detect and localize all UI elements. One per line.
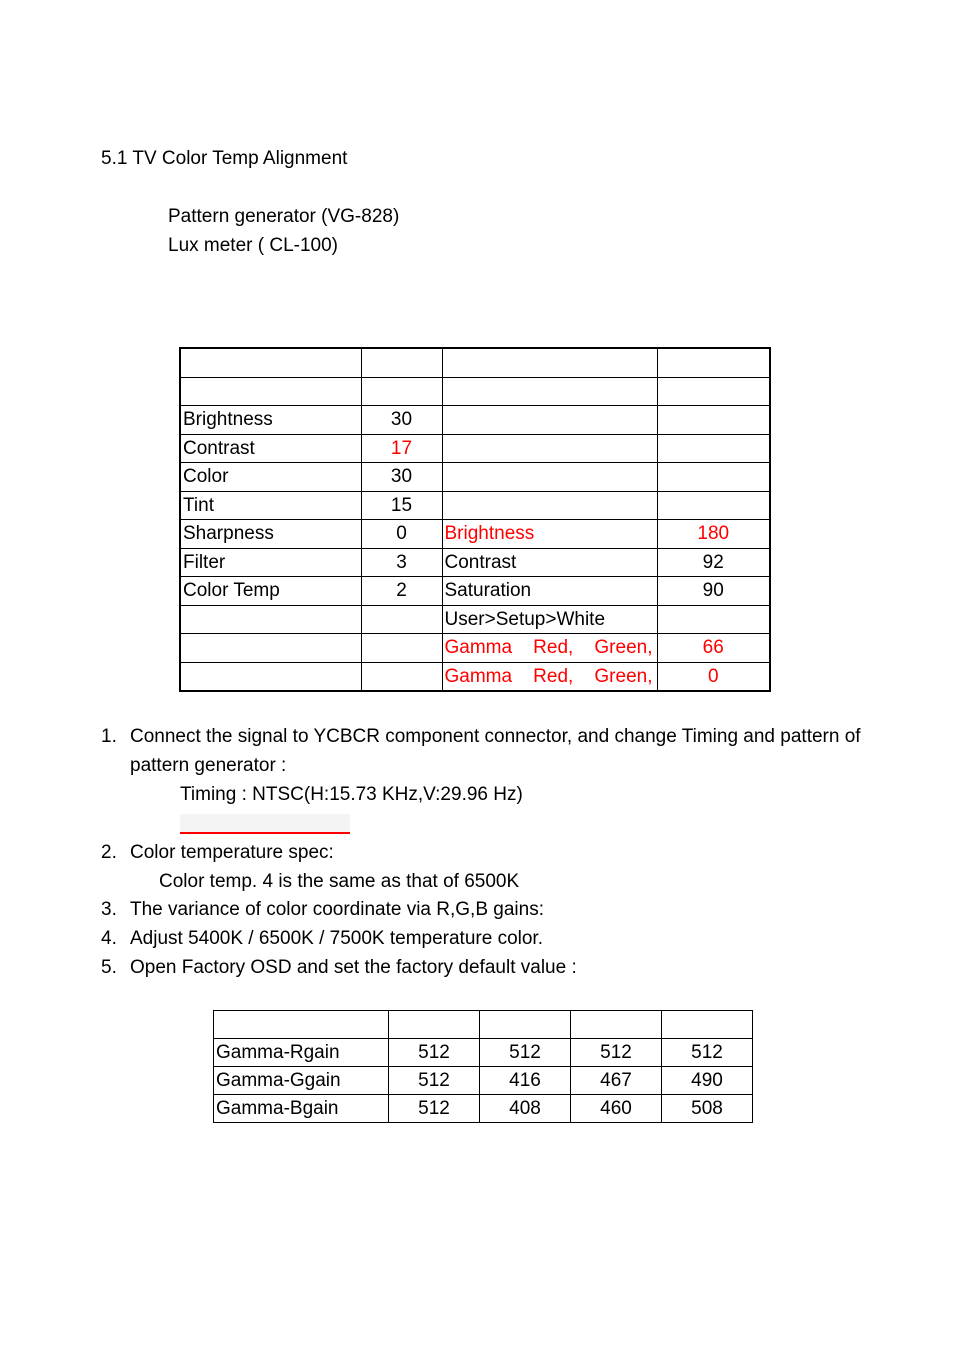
setting-name-2: [442, 348, 657, 377]
table-row: [180, 634, 770, 663]
setting-value-2: [657, 605, 770, 634]
setting-value: [361, 377, 442, 406]
setting-value: [361, 634, 442, 663]
gain-value: 512: [389, 1039, 480, 1067]
header-cell: [389, 1011, 480, 1039]
setting-value: 0: [361, 520, 442, 549]
table-row: [214, 1067, 753, 1095]
red-underline-placeholder: [180, 814, 350, 834]
gain-value: 512: [571, 1039, 662, 1067]
table-row: [180, 377, 770, 406]
table-row: [180, 662, 770, 691]
table-row: [180, 406, 770, 435]
setting-name: Filter: [180, 548, 361, 577]
setting-value: 3: [361, 548, 442, 577]
gamma-word: Red,: [533, 637, 574, 658]
header-cell: [662, 1011, 753, 1039]
setting-name-2: [442, 434, 657, 463]
gamma-word: Gamma: [444, 665, 513, 687]
gamma-word: Gamma: [444, 637, 513, 658]
table-row: [180, 434, 770, 463]
setting-name: Sharpness: [180, 520, 361, 549]
setting-value-2: [657, 406, 770, 435]
gain-value: 512: [662, 1039, 753, 1067]
setting-value-2: 90: [657, 577, 770, 606]
table-row: [214, 1039, 753, 1067]
setting-name-2: [442, 406, 657, 435]
gain-label: Gamma-Rgain: [214, 1039, 389, 1067]
step-text: The variance of color coordinate via R,G,B gains:: [130, 899, 544, 920]
step-number: 2.: [101, 842, 117, 863]
setting-value-2: 66: [657, 634, 770, 663]
gain-value: 408: [480, 1095, 571, 1123]
setting-value-2: [657, 491, 770, 520]
gain-label: Gamma-Ggain: [214, 1067, 389, 1095]
gain-label: Gamma-Bgain: [214, 1095, 389, 1123]
table-row: [180, 348, 770, 377]
setting-name-2: Brightness: [442, 520, 657, 549]
gamma-label: [445, 663, 655, 691]
setting-value-2: [657, 434, 770, 463]
setting-name: Color: [180, 463, 361, 492]
setting-value: 30: [361, 406, 442, 435]
header-cell: [214, 1011, 389, 1039]
settings-table: [179, 347, 771, 692]
gain-value: 416: [480, 1067, 571, 1095]
equipment-item: Pattern generator (VG-828): [168, 206, 400, 227]
setting-name: Contrast: [180, 434, 361, 463]
step-text-continued: pattern generator :: [130, 755, 287, 776]
setting-value-2: 0: [657, 662, 770, 691]
table-row: [180, 520, 770, 549]
step-number: 1.: [101, 726, 117, 747]
setting-value-2: [657, 377, 770, 406]
setting-value-2: 92: [657, 548, 770, 577]
gain-value: 467: [571, 1067, 662, 1095]
setting-name-2: Contrast: [442, 548, 657, 577]
setting-name-2: Saturation: [442, 577, 657, 606]
setting-name: [180, 605, 361, 634]
setting-name-2: [442, 662, 657, 691]
step-text: Open Factory OSD and set the factory default value :: [130, 957, 577, 978]
setting-value: [361, 662, 442, 691]
header-cell: [480, 1011, 571, 1039]
step-text: Connect the signal to YCBCR component connector, and change Timing and pattern of: [130, 726, 861, 747]
gain-table: [213, 1010, 753, 1123]
step-number: 5.: [101, 957, 117, 978]
setting-value: 15: [361, 491, 442, 520]
setting-name-2: [442, 377, 657, 406]
setting-name-2: [442, 463, 657, 492]
setting-name: [180, 377, 361, 406]
table-row: [180, 491, 770, 520]
gain-value: 512: [480, 1039, 571, 1067]
table-row: [214, 1095, 753, 1123]
gain-value: 512: [389, 1095, 480, 1123]
table-header-row: [214, 1011, 753, 1039]
setting-name: [180, 662, 361, 691]
setting-value: [361, 348, 442, 377]
setting-value: [361, 605, 442, 634]
table-row: [180, 605, 770, 634]
step-sub-text: Timing : NTSC(H:15.73 KHz,V:29.96 Hz): [180, 784, 523, 805]
table-row: [180, 548, 770, 577]
equipment-item: Lux meter ( CL-100): [168, 235, 339, 256]
setting-name: [180, 634, 361, 663]
step-number: 4.: [101, 928, 117, 949]
setting-name: [180, 348, 361, 377]
setting-value: 30: [361, 463, 442, 492]
setting-value-2: 180: [657, 520, 770, 549]
gamma-word: Red,: [533, 665, 574, 687]
table-row: [180, 463, 770, 492]
step-number: 3.: [101, 899, 117, 920]
setting-name: Tint: [180, 491, 361, 520]
table-row: [180, 577, 770, 606]
setting-name-2: User>Setup>White: [442, 605, 657, 634]
setting-name: Brightness: [180, 406, 361, 435]
setting-name-2: [442, 491, 657, 520]
setting-name: Color Temp: [180, 577, 361, 606]
gamma-word: Green,: [594, 637, 653, 658]
gain-value: 512: [389, 1067, 480, 1095]
gamma-label: [445, 634, 655, 662]
step-text: Adjust 5400K / 6500K / 7500K temperature color.: [130, 928, 543, 949]
gamma-word: Green,: [594, 665, 653, 687]
setting-value: 2: [361, 577, 442, 606]
setting-value-2: [657, 348, 770, 377]
gain-value: 508: [662, 1095, 753, 1123]
header-cell: [571, 1011, 662, 1039]
setting-value-2: [657, 463, 770, 492]
setting-name-2: [442, 634, 657, 663]
section-title: 5.1 TV Color Temp Alignment: [101, 148, 348, 169]
step-text: Color temperature spec:: [130, 842, 334, 863]
gain-value: 490: [662, 1067, 753, 1095]
gain-value: 460: [571, 1095, 662, 1123]
setting-value: 17: [361, 434, 442, 463]
step-sub-text: Color temp. 4 is the same as that of 6500K: [159, 871, 520, 892]
